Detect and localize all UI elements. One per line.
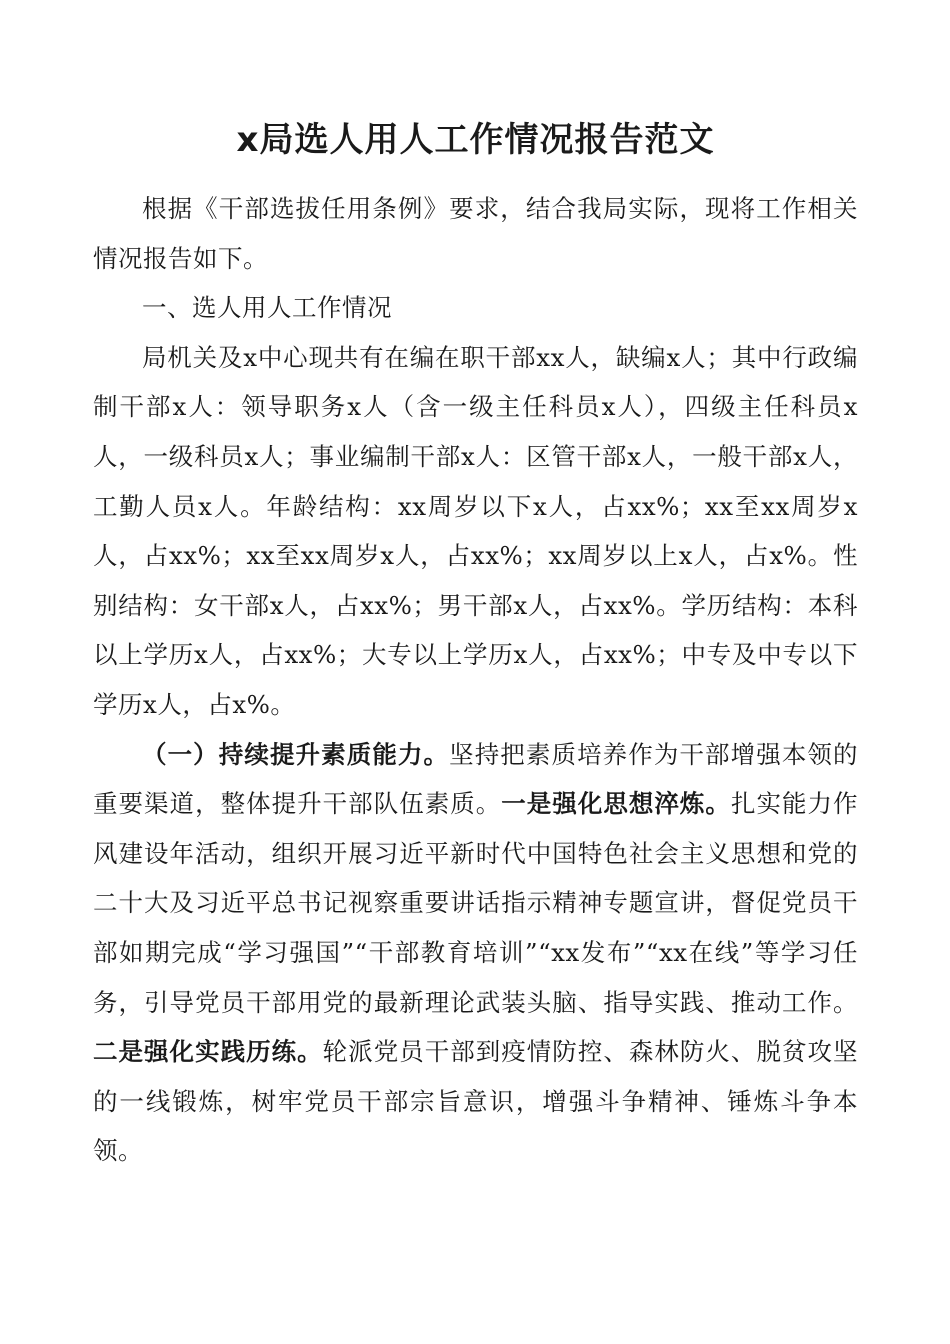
point-one-text: 扎实能力作风建设年活动，组织开展习近平新时代中国特色社会主义思想和党的二十大及习近平总书记视察重要讲话指示精神专题宣讲，督促党员干部如期完成“学习强国”“干部教育培训”“xx发布”“xx在线”等学习任务，引导党员干部用党的最新理论武装头脑、指导实践、推动工作。: [93, 789, 859, 1017]
document-page: [93, 118, 858, 1176]
point-two-text: 轮派党员干部到疫情防控、森林防火、脱贫攻坚的一线锻炼，树牢党员干部宗旨意识，增强斗争精神、锤炼斗争本领。: [93, 1037, 858, 1166]
intro-paragraph: 根据《干部选拔任用条例》要求，结合我局实际，现将工作相关情况报告如下。: [93, 194, 858, 273]
section-heading: 一、选人用人工作情况: [142, 293, 392, 323]
quality-paragraph: [93, 730, 858, 1176]
document-title: x局选人用人工作情况报告范文: [236, 120, 715, 160]
subsection-lead-text: 坚持把素质培养作为干部增强本领的重要渠道，整体提升干部队伍素质。: [93, 739, 859, 819]
subsection-lead-heading: （一）持续提升素质能力。: [142, 739, 450, 769]
point-two-heading: 二是强化实践历练。: [93, 1037, 323, 1067]
staffing-paragraph: 局机关及x中心现共有在编在职干部xx人，缺编x人；其中行政编制干部x人：领导职务x人（含一级主任科员x人），四级主任科员x人，一级科员x人；事业编制干部x人：区管干部x人，一般干部x人，工勤人员x人。年龄结构：xx周岁以下x人，占xx%；xx至xx周岁x人，占xx%；xx至xx周岁x人，占xx%；xx周岁以上x人，占x%。性别结构：女干部x人，占xx%；男干部x人，占xx%。学历结构：本科以上学历x人，占xx%；大专以上学历x人，占xx%；中专及中专以下学历x人，占x%。: [93, 342, 858, 719]
point-one-heading: 一是强化思想淬炼。: [501, 789, 731, 819]
